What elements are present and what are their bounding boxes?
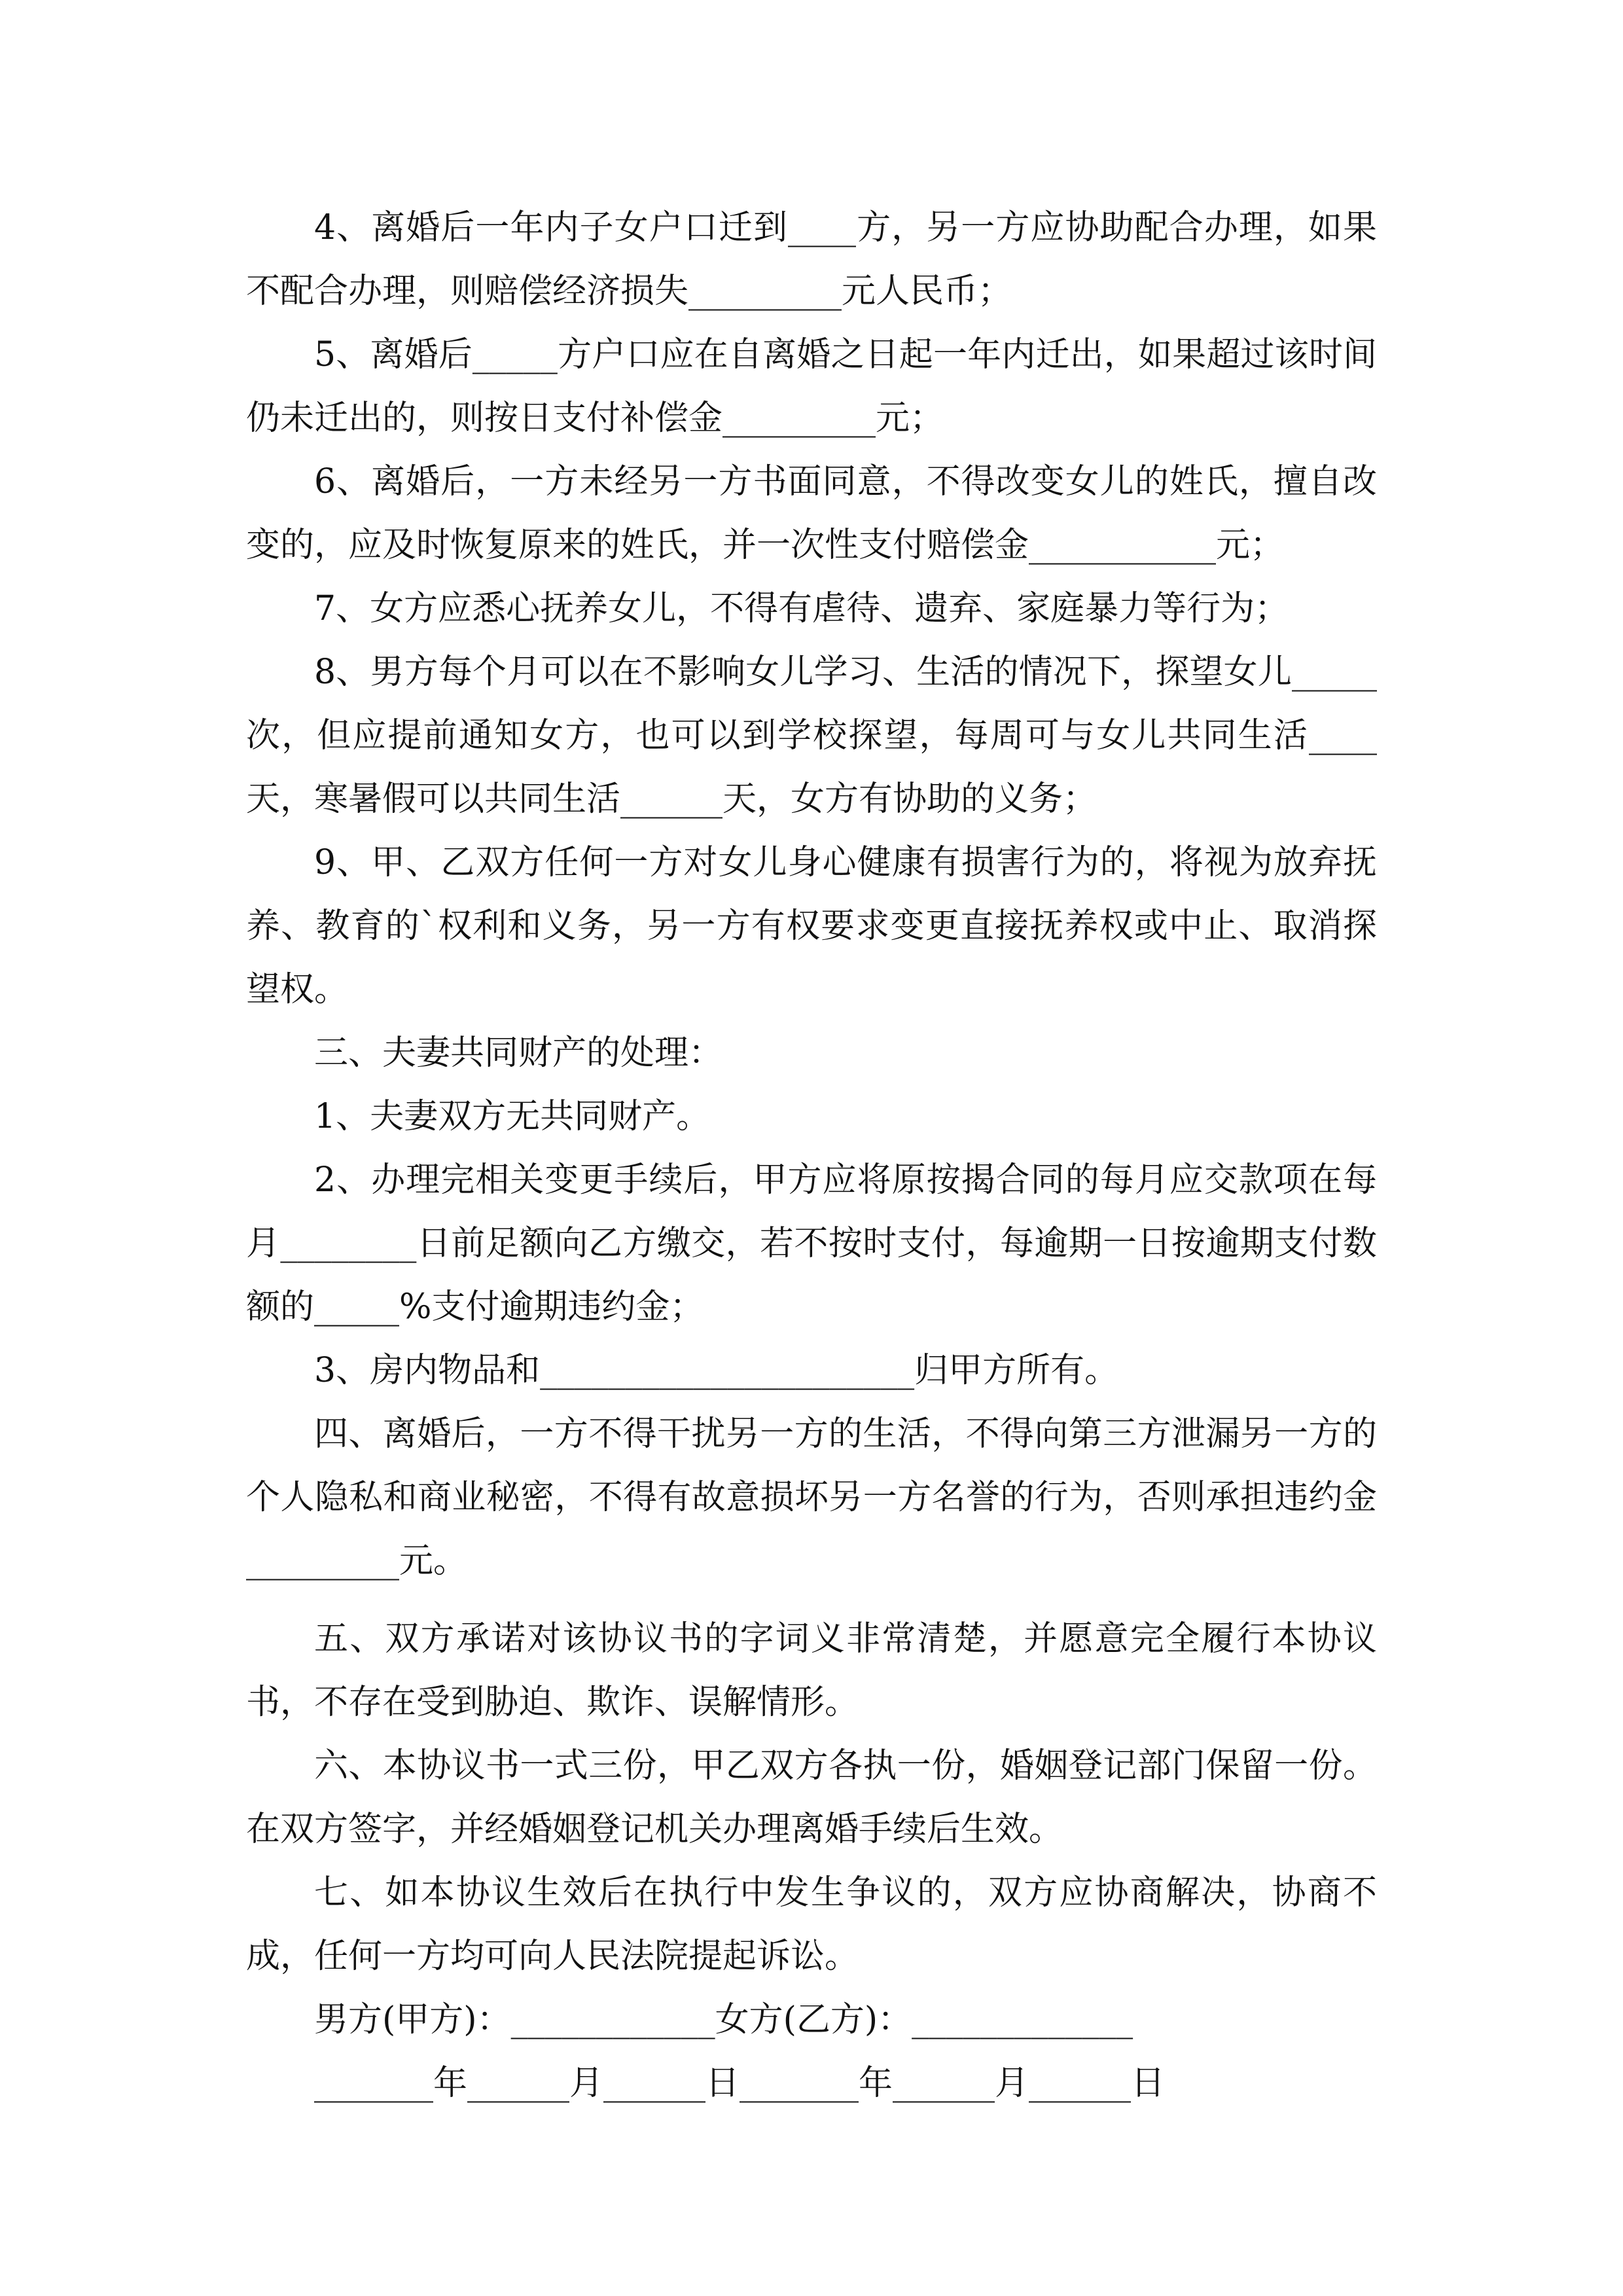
clause-4-household-registration: 4、离婚后一年内子女户口迁到____方，另一方应协助配合办理，如果不配合办理，则赔偿经济损失_________元人民币；	[246, 208, 1377, 311]
clause-5-registration-move: 5、离婚后_____方户口应在自离婚之日起一年内迁出，如果超过该时间仍未迁出的，则按日支付补偿金_________元；	[246, 335, 1377, 438]
section-4-privacy: 四、离婚后，一方不得干扰另一方的生活，不得向第三方泄漏另一方的个人隐私和商业秘密，不得有故意损坏另一方名誉的行为，否则承担违约金_________元。	[246, 1414, 1377, 1581]
section-3-heading: 三、夫妻共同财产的处理：	[314, 1033, 723, 1073]
property-item-3: 3、房内物品和______________________归甲方所有。	[314, 1351, 1119, 1390]
signature-line: 男方(甲方)：____________女方(乙方)：_____________	[314, 2000, 1133, 2039]
clause-7-care: 7、女方应悉心抚养女儿，不得有虐待、遗弃、家庭暴力等行为；	[314, 589, 1289, 628]
date-line: _______年______月______日_______年______月______日	[314, 2064, 1165, 2103]
section-5-promise: 五、双方承诺对该协议书的字词义非常清楚，并愿意完全履行本协议书，不存在受到胁迫、欺诈、误解情形。	[246, 1619, 1377, 1722]
clause-8-visitation: 8、男方每个月可以在不影响女儿学习、生活的情况下，探望女儿_____次，但应提前通知女方，也可以到学校探望，每周可与女儿共同生活____天，寒暑假可以共同生活______天，女方有协助的义务；	[246, 653, 1377, 819]
clause-9-harm: 9、甲、乙双方任何一方对女儿身心健康有损害行为的，将视为放弃抚养、教育的`权利和义务，另一方有权要求变更直接抚养权或中止、取消探望权。	[246, 843, 1377, 1009]
property-item-2: 2、办理完相关变更手续后，甲方应将原按揭合同的每月应交款项在每月________日前足额向乙方缴交，若不按时支付，每逾期一日按逾期支付数额的_____%支付逾期违约金；	[246, 1160, 1377, 1327]
property-item-1: 1、夫妻双方无共同财产。	[314, 1097, 711, 1136]
agreement-body	[246, 196, 1377, 2115]
clause-6-surname: 6、离婚后，一方未经另一方书面同意，不得改变女儿的姓氏，擅自改变的，应及时恢复原来的姓氏，并一次性支付赔偿金___________元；	[246, 462, 1377, 565]
section-6-copies: 六、本协议书一式三份，甲乙双方各执一份，婚姻登记部门保留一份。在双方签字，并经婚姻登记机关办理离婚手续后生效。	[246, 1746, 1377, 1849]
section-7-dispute: 七、如本协议生效后在执行中发生争议的，双方应协商解决，协商不成，任何一方均可向人民法院提起诉讼。	[246, 1873, 1377, 1976]
